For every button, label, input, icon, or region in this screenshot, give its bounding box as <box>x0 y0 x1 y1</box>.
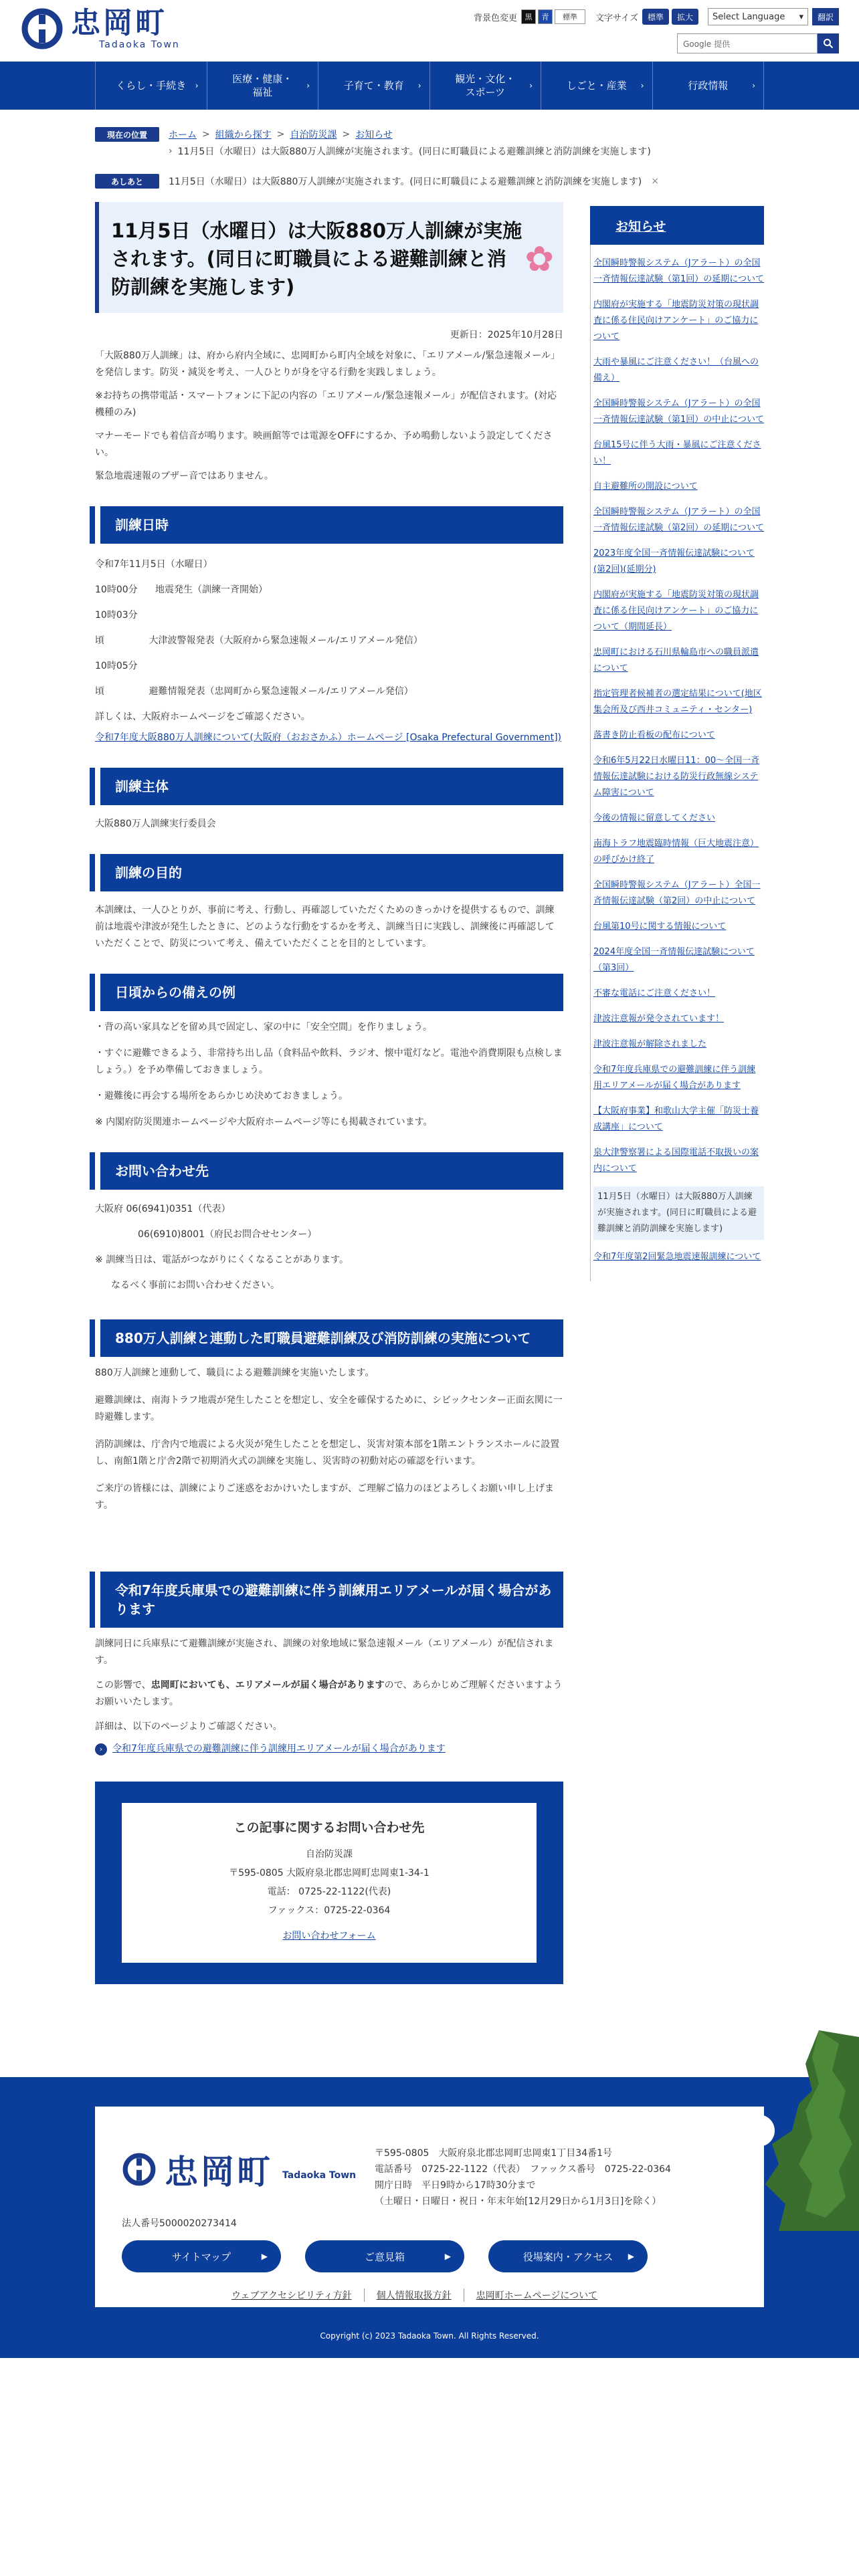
arrow-circle-icon: › <box>95 1743 107 1755</box>
drill-paragraph: 880万人訓練と連動して、職員による避難訓練を実施いたします。 <box>95 1368 375 1378</box>
prep-item: ・避難後に再会する場所をあらかじめ決めておきましょう。 <box>95 1091 348 1101</box>
sidebar-item[interactable]: 令和7年度第2回緊急地震速報訓練について <box>593 1252 761 1262</box>
schedule-time: 10時03分頃 <box>95 610 138 646</box>
sidebar-item[interactable]: 令和7年度兵庫県での避難訓練に伴う訓練用エリアメールが届く場合があります <box>593 1065 756 1091</box>
hyogo-link[interactable]: 令和7年度兵庫県での避難訓練に伴う訓練用エリアメールが届く場合があります <box>112 1743 446 1754</box>
schedule-row <box>95 577 563 603</box>
search-input[interactable]: Google 提供 <box>677 33 818 53</box>
search-button[interactable] <box>818 33 839 53</box>
schedule-time: 10時00分 <box>95 584 138 595</box>
sitemap-button[interactable]: サイトマップ ▶ <box>122 2240 281 2272</box>
organizer-text: 大阪880万人訓練実行委員会 <box>95 819 216 829</box>
sidebar-heading[interactable]: お知らせ <box>590 206 764 245</box>
nav-label: 子育て・教育 <box>343 80 404 92</box>
history-label: あしあと <box>95 174 159 189</box>
drill-paragraph: 消防訓練は、庁舎内で地震による火災が発生したことを想定し、災害対策本部を1階エントランスホールに設置し、南館1階と庁舎2階で初期消火式の訓練を実施し、災害時の初動対応の確認を行います。 <box>95 1439 560 1467</box>
sidebar-list <box>590 245 764 1281</box>
nav-item-administration[interactable] <box>652 62 765 110</box>
breadcrumb-home[interactable]: ホーム <box>169 130 197 140</box>
drill-paragraph: 避難訓練は、南海トラフ地震が発生したことを想定し、安全を確保するために、シビックセンター正面玄関に一時避難します。 <box>95 1395 563 1422</box>
intro-paragraph: 「大阪880万人訓練」は、府から府内全域に、忠岡町から町内全域を対象に、「エリアメール/緊急速報メール」を発信します。防災・減災を考え、一人ひとりが身を守る行動を実践しましょう。 <box>95 350 561 378</box>
site-name: 忠岡町 <box>71 6 167 40</box>
accessibility-tools <box>466 8 839 25</box>
inquiry-row: なるべく事前にお問い合わせください。 <box>111 1280 280 1291</box>
contact-box <box>95 1782 563 1984</box>
section-heading: 訓練主体 <box>95 768 563 805</box>
nav-item-health[interactable] <box>207 62 318 110</box>
contact-form-link[interactable]: お問い合わせフォーム <box>282 1931 376 1941</box>
header <box>0 0 859 62</box>
nav-item-business[interactable] <box>541 62 652 110</box>
language-select[interactable] <box>708 8 808 25</box>
footer-site-name: 忠岡町 <box>165 2153 273 2191</box>
osaka-pref-link[interactable]: 令和7年度大阪880万人訓練について(大阪府（おおさかふ）ホームページ [Osaka Prefectural Government]) <box>95 732 561 743</box>
hyogo-paragraph: この影響で、忠岡町においても、エリアメールが届く場合がありますので、あらかじめご理解くださいますようお願いいたします。 <box>95 1680 563 1707</box>
chevron-right-icon: › <box>195 81 199 90</box>
text-size-large-button[interactable]: 拡大 <box>672 9 698 25</box>
sidebar-item[interactable]: 不審な電話にご注意ください！ <box>593 988 716 998</box>
arrow-right-icon: ▶ <box>628 2252 634 2261</box>
sidebar-item[interactable]: 南海トラフ地震臨時情報（巨大地震注意）の呼びかけ終了 <box>593 839 759 865</box>
schedule-text: 大津波警報発表（大阪府から緊急速報メール/エリアメール発信） <box>149 635 423 646</box>
footer-buttons <box>122 2240 672 2272</box>
section-heading: 日頃からの備えの例 <box>95 974 563 1011</box>
inquiry-row: ※ 訓練当日は、電話がつながりにくくなることがあります。 <box>95 1255 349 1265</box>
translate-button[interactable]: 翻訳 <box>812 8 839 25</box>
sidebar-item[interactable]: 令和6年5月22日水曜日11：00～全国一斉情報伝達試験における防災行政無線システム障害について <box>593 756 760 798</box>
sidebar-item[interactable]: 全国瞬時警報システム（Jアラート）の全国一斉情報伝達試験（第1回）の中止について <box>593 399 765 425</box>
bg-black-button[interactable]: 黒 <box>521 9 536 24</box>
arrow-right-icon: ▶ <box>261 2252 268 2261</box>
inquiry-row: 06(6910)8001（府民お問合せセンター） <box>138 1229 317 1240</box>
town-emblem-icon <box>19 5 66 52</box>
contact-fax: ファックス：0725-22-0364 <box>268 1905 391 1916</box>
contact-address: 〒595-0805 大阪府泉北郡忠岡町忠岡東1-34-1 <box>229 1868 430 1879</box>
intro-paragraph: 緊急地震速報のブザー音ではありません。 <box>95 471 274 481</box>
about-site-link[interactable]: 忠岡町ホームページについて <box>464 2288 609 2302</box>
hyogo-paragraph: 訓練同日に兵庫県にて避難訓練が実施され、訓練の対象地域に緊急速報メール（エリアメール）が配信されます。 <box>95 1638 554 1666</box>
sidebar-item[interactable]: 2024年度全国一斉情報伝達試験について（第3回） <box>593 947 755 973</box>
sidebar-item[interactable]: 台風15号に伴う大雨・暴風にご注意ください！ <box>593 440 761 466</box>
town-emblem-icon <box>120 2151 158 2188</box>
close-icon[interactable]: × <box>651 176 659 187</box>
footer-site-name-en: Tadaoka Town <box>282 2170 357 2181</box>
intro-paragraph: マナーモードでも着信音が鳴ります。映画館等では電源をOFFにするか、予め鳴動しないよう設定してください。 <box>95 431 553 458</box>
schedule-row <box>95 603 563 653</box>
breadcrumb-current: 11月5日（水曜日）は大阪880万人訓練が実施されます。(同日に町職員による避難訓練と消防訓練を実施します) <box>177 146 651 157</box>
prep-item: ※ 内閣府防災関連ホームページや大阪府ホームページ等にも掲載されています。 <box>95 1117 433 1128</box>
language-select-value: Select Language <box>712 11 785 22</box>
arrow-right-icon: ▶ <box>444 2252 451 2261</box>
sidebar-item[interactable]: 津波注意報が発令されています！ <box>593 1014 725 1024</box>
footer-logo[interactable] <box>120 2145 356 2193</box>
bg-standard-button[interactable]: 標準 <box>555 9 585 24</box>
sidebar-item[interactable]: 全国瞬時警報システム（Jアラート）全国一斉情報伝達試験（第2回）の中止について <box>593 880 761 906</box>
page-title-box <box>95 202 563 313</box>
sidebar-item-current: 11月5日（水曜日）は大阪880万人訓練が実施されます。(同日に町職員による避難訓練と消防訓練を実施します) <box>593 1186 764 1240</box>
breadcrumb-dept[interactable]: 自治防災課 <box>290 130 337 140</box>
prep-item: ・すぐに避難できるよう、非常持ち出し品（食料品や飲料、ラジオ、懐中電灯など。電池や消費期限も点検しましょう。）を予め準備しておきましょう。 <box>95 1048 563 1075</box>
chevron-right-icon: › <box>640 81 644 90</box>
site-search <box>677 33 839 53</box>
text-size-standard-button[interactable]: 標準 <box>642 9 669 25</box>
sidebar-item[interactable]: 指定管理者候補者の選定結果について(地区集会所及び西井コミュニティ・センター) <box>593 689 762 715</box>
bg-color-label: 背景色変更 <box>473 13 517 23</box>
history-item[interactable]: 11月5日（水曜日）は大阪880万人訓練が実施されます。(同日に町職員による避難訓練と消防訓練を実施します) <box>169 177 642 187</box>
purpose-text: 本訓練は、一人ひとりが、事前に考え、行動し、再確認していただくためのきっかけを提供するもので、訓練前は地震や津波が発生したときに、どのような行動をするかを考え、訓練当日に実践し、訓練後に再確認していただくことで、防災について考え、備えていただくことを目的としています。 <box>95 905 555 949</box>
sidebar-item[interactable]: 内閣府が実施する「地震防災対策の現状調査に係る住民向けアンケート」のご協力について（期間延長） <box>593 590 759 632</box>
nav-label: しごと・産業 <box>566 80 627 92</box>
text-size-label: 文字サイズ <box>595 13 638 23</box>
section-heading: お問い合わせ先 <box>95 1152 563 1190</box>
schedule-detail: 詳しくは、大阪府ホームページをご確認ください。 <box>95 712 310 722</box>
nav-label: 医療・健康・ 福祉 <box>232 73 293 98</box>
sidebar <box>590 206 764 1281</box>
prep-item: ・背の高い家具などを留め具で固定し、家の中に「安全空間」を作りましょう。 <box>95 1022 432 1033</box>
sidebar-item[interactable]: 大雨や暴風にご注意ください！（台風への備え） <box>593 357 759 383</box>
schedule-text: 避難情報発表（忠岡町から緊急速報メール/エリアメール発信） <box>149 686 413 697</box>
section-heading: 訓練日時 <box>95 506 563 544</box>
page-title: 11月5日（水曜日）は大阪880万人訓練が実施されます。(同日に町職員による避難訓練と消防訓練を実施します) <box>111 219 522 298</box>
flower-icon: ✿ <box>524 239 554 280</box>
drill-paragraph: ご来庁の皆様には、訓練によりご迷惑をおかけいたしますが、ご理解ご協力のほどよろしくお願い申し上げます。 <box>95 1483 554 1511</box>
copyright: Copyright (c) 2023 Tadaoka Town. All Rights Reserved. <box>320 2331 539 2341</box>
sidebar-item[interactable]: 内閣府が実施する「地震防災対策の現状調査に係る住民向けアンケート」のご協力について <box>593 300 759 342</box>
chevron-right-icon: › <box>306 81 310 90</box>
nav-label: くらし・手続き <box>116 80 187 92</box>
global-nav <box>0 62 859 110</box>
chevron-down-icon: ▾ <box>799 11 803 22</box>
access-button[interactable]: 役場案内・アクセス ▶ <box>488 2240 648 2272</box>
contact-title: この記事に関するお問い合わせ先 <box>233 1820 425 1835</box>
bg-blue-button[interactable]: 青 <box>538 9 553 24</box>
hyogo-paragraph: 詳細は、以下のページよりご確認ください。 <box>95 1721 282 1732</box>
history-trail <box>95 174 764 189</box>
site-logo[interactable] <box>19 5 180 52</box>
sidebar-item[interactable]: 今後の情報に留意してください <box>593 813 716 823</box>
section-heading: 880万人訓練と連動した町職員避難訓練及び消防訓練の実施について <box>95 1319 563 1357</box>
main-content <box>95 202 563 1984</box>
chevron-right-icon: › <box>529 81 533 90</box>
breadcrumb-notice[interactable]: お知らせ <box>355 130 393 140</box>
contact-tel: 電話： 0725-22-1122(代表) <box>267 1887 391 1897</box>
sidebar-item[interactable]: 自主避難所の開設について <box>593 481 698 492</box>
nav-item-education[interactable] <box>318 62 430 110</box>
feedback-button[interactable]: ご意見箱 ▶ <box>305 2240 464 2272</box>
breadcrumb-label: 現在の位置 <box>95 127 159 142</box>
sidebar-item[interactable]: 2023年度全国一斉情報伝達試験について(第2回)(延期分) <box>593 548 755 574</box>
nav-item-tourism[interactable] <box>430 62 541 110</box>
site-name-en: Tadaoka Town <box>99 39 180 50</box>
schedule-date: 令和7年11月5日（水曜日） <box>95 559 213 570</box>
sidebar-item[interactable]: 【大阪府事業】和歌山大学主催「防災士養成講座」について <box>593 1106 759 1132</box>
nav-item-living[interactable] <box>95 62 207 110</box>
sidebar-item[interactable]: 津波注意報が解除されました <box>593 1039 707 1049</box>
sidebar-item[interactable]: 泉大津警察署による国際電話不取扱いの案内について <box>593 1148 759 1174</box>
footer-address: 〒595-0805 大阪府泉北郡忠岡町忠岡東1丁目34番1号 電話番号 0725-22-1122（代表） ファックス番号 0725-22-0364 開庁日時 平日9時から17時30分まで （土曜日・日曜日・祝日・年末年始[12月29日から1月3日]を除く） <box>375 2148 671 2207</box>
schedule-text: 地震発生（訓練一斉開始） <box>155 584 268 595</box>
inquiry-row: 大阪府 06(6941)0351（代表） <box>95 1204 231 1214</box>
chevron-right-icon: › <box>752 81 755 90</box>
contact-dept: 自治防災課 <box>306 1849 353 1860</box>
nav-label: 観光・文化・ スポーツ <box>455 73 516 98</box>
hyogo-emphasis: 忠岡町においても、エリアメールが届く場合があります <box>151 1680 385 1691</box>
sidebar-item[interactable]: 全国瞬時警報システム（Jアラート）の全国一斉情報伝達試験（第1回）の延期について <box>593 258 765 284</box>
schedule-row <box>95 653 563 704</box>
search-icon <box>823 38 834 49</box>
breadcrumb-org[interactable]: 組織から探す <box>215 130 272 140</box>
section-heading: 令和7年度兵庫県での避難訓練に伴う訓練用エリアメールが届く場合があります <box>95 1572 563 1628</box>
updated-date: 更新日：2025年10月28日 <box>450 330 563 340</box>
footer <box>0 2077 859 2358</box>
footer-card <box>95 2107 764 2307</box>
breadcrumb: 現在の位置 ホーム > 組織から探す > 自治防災課 > お知らせ › 11月5日（水曜日）は大阪880万人訓練が実施されます。(同日に町職員による避難訓練と消防訓練を実施します) <box>95 127 764 158</box>
accessibility-policy-link[interactable]: ウェブアクセシビリティ方針 <box>231 2290 352 2301</box>
intro-paragraph: ※お持ちの携帯電話・スマートフォンに下記の内容の「エリアメール/緊急速報メール」が配信されます。(対応機種のみ) <box>95 391 557 418</box>
section-heading: 訓練の目的 <box>95 854 563 891</box>
sidebar-item[interactable]: 台風第10号に関する情報について <box>593 922 727 932</box>
corp-number: 法人番号5000020273414 <box>122 2218 237 2229</box>
sidebar-item[interactable]: 落書き防止看板の配布について <box>593 730 715 740</box>
sidebar-item[interactable]: 全国瞬時警報システム（Jアラート）の全国一斉情報伝達試験（第2回）の延期について <box>593 507 765 533</box>
footer-links <box>219 2288 609 2302</box>
sidebar-item[interactable]: 忠岡町における石川県輪島市への職員派遣について <box>593 647 759 673</box>
schedule-time: 10時05分頃 <box>95 661 138 697</box>
privacy-policy-link[interactable]: 個人情報取扱方針 <box>364 2288 464 2302</box>
nav-label: 行政情報 <box>688 80 729 92</box>
chevron-right-icon: › <box>417 81 421 90</box>
